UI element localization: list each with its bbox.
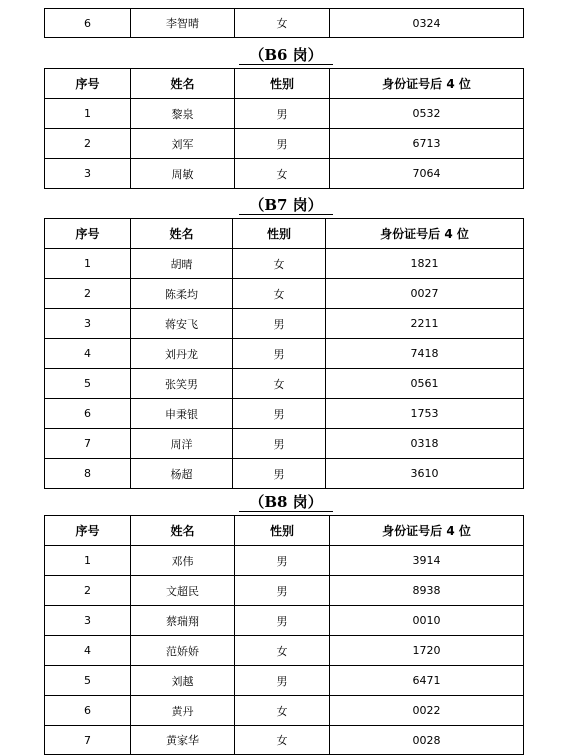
cell-gender: 女 <box>235 636 330 666</box>
cell-gender: 女 <box>233 279 326 309</box>
header-id: 身份证号后 4 位 <box>330 516 524 546</box>
header-name: 姓名 <box>131 69 235 99</box>
header-name: 姓名 <box>131 219 233 249</box>
cell-gender: 男 <box>233 339 326 369</box>
cell-gender: 男 <box>233 399 326 429</box>
table-b8 <box>44 515 524 755</box>
section-title-b7: （B7 岗） <box>0 196 572 215</box>
cell-gender: 女 <box>233 369 326 399</box>
table-row <box>45 696 524 726</box>
cell-id: 0027 <box>326 279 524 309</box>
cell-id: 6713 <box>330 129 524 159</box>
cell-gender: 男 <box>235 129 330 159</box>
cell-name: 蔡瑞翔 <box>131 606 235 636</box>
cell-name: 陈柔均 <box>131 279 233 309</box>
cell-id: 0532 <box>330 99 524 129</box>
cell-seq: 6 <box>45 9 131 38</box>
cell-name: 张笑男 <box>131 369 233 399</box>
cell-name: 刘军 <box>131 129 235 159</box>
cell-gender: 男 <box>235 576 330 606</box>
header-row <box>45 69 524 99</box>
cell-id: 0010 <box>330 606 524 636</box>
cell-gender: 女 <box>235 9 330 38</box>
cell-gender: 男 <box>235 666 330 696</box>
cell-id: 8938 <box>330 576 524 606</box>
cell-name: 蒋安飞 <box>131 309 233 339</box>
cell-seq: 2 <box>45 576 131 606</box>
table-row <box>45 726 524 755</box>
table-row <box>45 129 524 159</box>
cell-name: 邓伟 <box>131 546 235 576</box>
cell-id: 0028 <box>330 726 524 755</box>
table-row <box>45 159 524 189</box>
section-title-b8: （B8 岗） <box>0 493 572 512</box>
cell-id: 7064 <box>330 159 524 189</box>
table-row <box>45 309 524 339</box>
table-row <box>45 339 524 369</box>
table-row <box>45 9 524 38</box>
cell-gender: 女 <box>233 249 326 279</box>
cell-name: 周洋 <box>131 429 233 459</box>
cell-name: 黎泉 <box>131 99 235 129</box>
cell-id: 6471 <box>330 666 524 696</box>
cell-name: 杨超 <box>131 459 233 489</box>
header-seq: 序号 <box>45 69 131 99</box>
cell-seq: 3 <box>45 309 131 339</box>
cell-id: 3610 <box>326 459 524 489</box>
header-seq: 序号 <box>45 219 131 249</box>
cell-seq: 1 <box>45 249 131 279</box>
cell-id: 1720 <box>330 636 524 666</box>
cell-id: 1821 <box>326 249 524 279</box>
cell-seq: 3 <box>45 606 131 636</box>
table-row <box>45 99 524 129</box>
table-row <box>45 576 524 606</box>
top-table <box>44 8 524 38</box>
cell-gender: 男 <box>235 546 330 576</box>
cell-seq: 7 <box>45 429 131 459</box>
cell-id: 3914 <box>330 546 524 576</box>
cell-seq: 6 <box>45 399 131 429</box>
cell-seq: 2 <box>45 129 131 159</box>
cell-seq: 1 <box>45 99 131 129</box>
cell-gender: 男 <box>233 459 326 489</box>
table-row <box>45 666 524 696</box>
table-row <box>45 606 524 636</box>
header-id: 身份证号后 4 位 <box>330 69 524 99</box>
cell-seq: 6 <box>45 696 131 726</box>
table-row <box>45 459 524 489</box>
header-gender: 性别 <box>235 69 330 99</box>
table-row <box>45 399 524 429</box>
cell-id: 0022 <box>330 696 524 726</box>
header-name: 姓名 <box>131 516 235 546</box>
header-seq: 序号 <box>45 516 131 546</box>
cell-name: 黄家华 <box>131 726 235 755</box>
cell-gender: 男 <box>235 99 330 129</box>
table-row <box>45 279 524 309</box>
cell-gender: 男 <box>233 309 326 339</box>
cell-id: 2211 <box>326 309 524 339</box>
cell-name: 黄丹 <box>131 696 235 726</box>
header-row <box>45 516 524 546</box>
cell-name: 胡晴 <box>131 249 233 279</box>
cell-id: 1753 <box>326 399 524 429</box>
table-b6 <box>44 68 524 189</box>
table-row <box>45 369 524 399</box>
cell-name: 范娇娇 <box>131 636 235 666</box>
cell-seq: 4 <box>45 339 131 369</box>
header-gender: 性别 <box>235 516 330 546</box>
header-row <box>45 219 524 249</box>
cell-id: 0561 <box>326 369 524 399</box>
table-row <box>45 429 524 459</box>
cell-name: 文超民 <box>131 576 235 606</box>
cell-name: 李智晴 <box>131 9 235 38</box>
cell-gender: 女 <box>235 726 330 755</box>
cell-gender: 男 <box>233 429 326 459</box>
cell-seq: 5 <box>45 666 131 696</box>
cell-id: 0324 <box>330 9 524 38</box>
cell-gender: 男 <box>235 606 330 636</box>
header-gender: 性别 <box>233 219 326 249</box>
table-row <box>45 249 524 279</box>
section-title-b6: （B6 岗） <box>0 46 572 65</box>
cell-gender: 女 <box>235 159 330 189</box>
cell-id: 7418 <box>326 339 524 369</box>
cell-gender: 女 <box>235 696 330 726</box>
table-row <box>45 636 524 666</box>
table-b7 <box>44 218 524 489</box>
cell-seq: 2 <box>45 279 131 309</box>
cell-seq: 5 <box>45 369 131 399</box>
table-row <box>45 546 524 576</box>
cell-name: 刘丹龙 <box>131 339 233 369</box>
cell-name: 刘越 <box>131 666 235 696</box>
cell-id: 0318 <box>326 429 524 459</box>
header-id: 身份证号后 4 位 <box>326 219 524 249</box>
cell-seq: 3 <box>45 159 131 189</box>
cell-seq: 7 <box>45 726 131 755</box>
cell-seq: 4 <box>45 636 131 666</box>
cell-name: 申秉银 <box>131 399 233 429</box>
cell-seq: 1 <box>45 546 131 576</box>
cell-seq: 8 <box>45 459 131 489</box>
cell-name: 周敏 <box>131 159 235 189</box>
